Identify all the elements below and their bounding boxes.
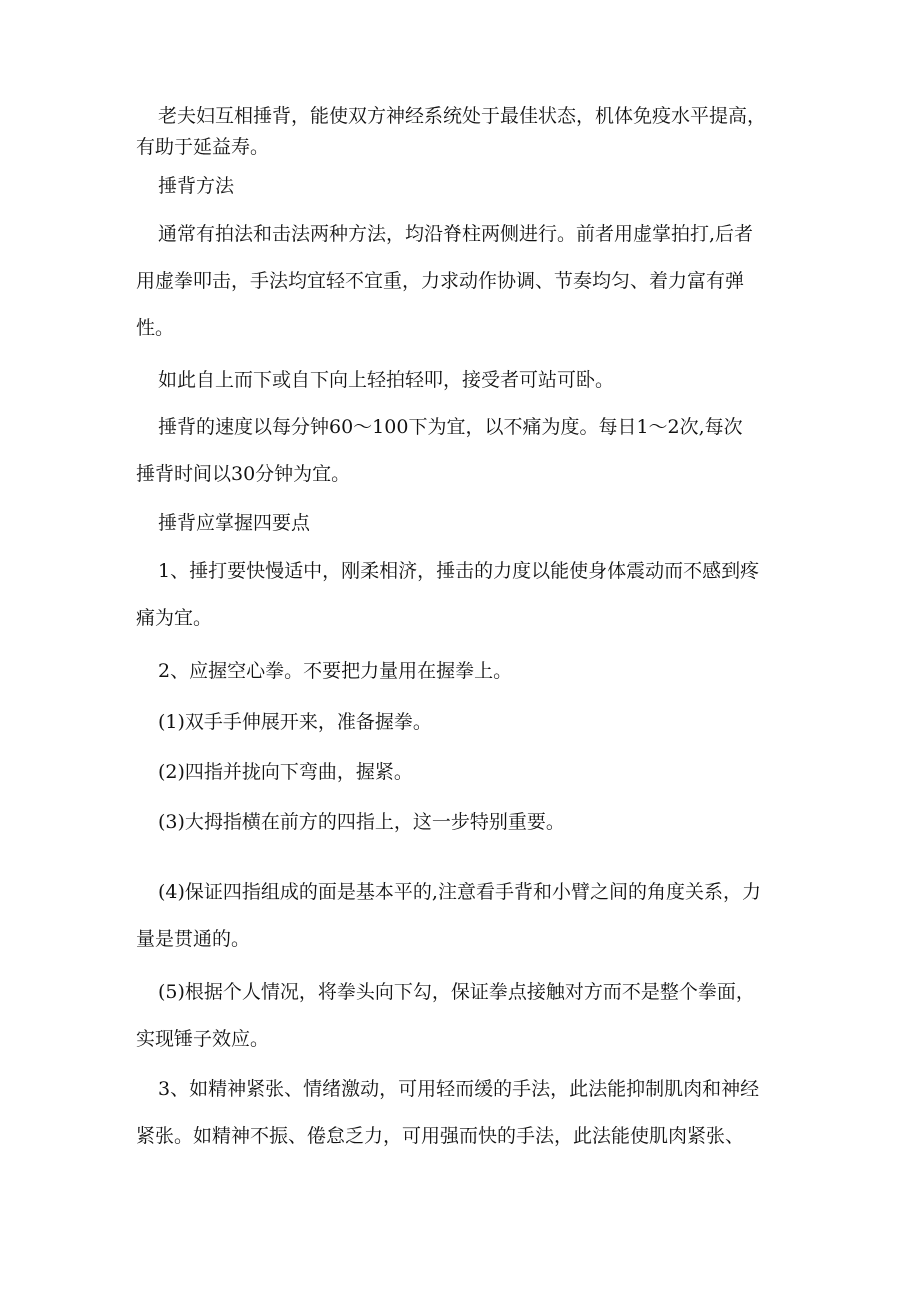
paragraph-speed [136, 412, 796, 506]
text-line: 1、捶打要快慢适中，刚柔相济，捶击的力度以能使身体震动而不感到疼 [158, 560, 760, 582]
text-line: 如此自上而下或自下向上轻拍轻叩，接受者可站可卧。 [158, 369, 615, 391]
text-line: (4)保证四指组成的面是基本平的,注意看手背和小臂之间的角度关系，力 [158, 881, 761, 903]
text-line: (2)四指并拢向下弯曲，握紧。 [158, 761, 413, 783]
text-line: 实现锤子效应。 [136, 1028, 270, 1050]
list-item-2 [136, 656, 796, 687]
section-heading-method [136, 171, 796, 202]
paragraph-methods [136, 219, 796, 360]
text-line: 捶背时间以30分钟为宜。 [136, 463, 351, 485]
text-line: 紧张。如精神不振、倦怠乏力，可用强而快的手法，此法能使肌肉紧张、 [136, 1125, 745, 1147]
text-line: 通常有拍法和击法两种方法，均沿脊柱两侧进行。前者用虚掌拍打,后者 [158, 223, 754, 245]
text-line: (3)大拇指横在前方的四指上，这一步特别重要。 [158, 811, 565, 833]
list-item-1 [136, 556, 796, 650]
text-line: (5)根据个人情况，将拳头向下勾，保证拳点接触对方而不是整个拳面， [158, 981, 755, 1003]
text-line: (1)双手手伸展开来，准备握拳。 [158, 711, 432, 733]
sub-item-2 [136, 757, 796, 788]
text-line: 痛为宜。 [136, 607, 213, 629]
text-line: 3、如精神紧张、情绪激动，可用轻而缓的手法，此法能抑制肌肉和神经 [158, 1078, 760, 1100]
text-line: 捶背方法 [158, 175, 235, 197]
text-line: 2、应握空心拳。不要把力量用在握拳上。 [158, 660, 513, 682]
text-line: 有助于延益寿。 [136, 136, 270, 158]
sub-item-3 [136, 807, 796, 838]
section-heading-key-points [136, 508, 796, 539]
sub-item-1 [136, 707, 796, 738]
sub-item-4 [136, 877, 796, 971]
text-line: 捶背应掌握四要点 [158, 512, 311, 534]
text-line: 用虚拳叩击，手法均宜轻不宜重，力求动作协调、节奏均匀、着力富有弹 [136, 270, 745, 292]
sub-item-5 [136, 977, 796, 1071]
text-line: 老夫妇互相捶背，能使双方神经系统处于最佳状态，机体免疫水平提高， [158, 105, 767, 127]
text-line: 性。 [136, 317, 175, 339]
paragraph-intro [136, 101, 796, 163]
text-line: 捶背的速度以每分钟60～100下为宜，以不痛为度。每日1～2次,每次 [158, 416, 743, 438]
list-item-3 [136, 1074, 796, 1168]
text-line: 量是贯通的。 [136, 928, 251, 950]
paragraph-direction [136, 365, 796, 396]
